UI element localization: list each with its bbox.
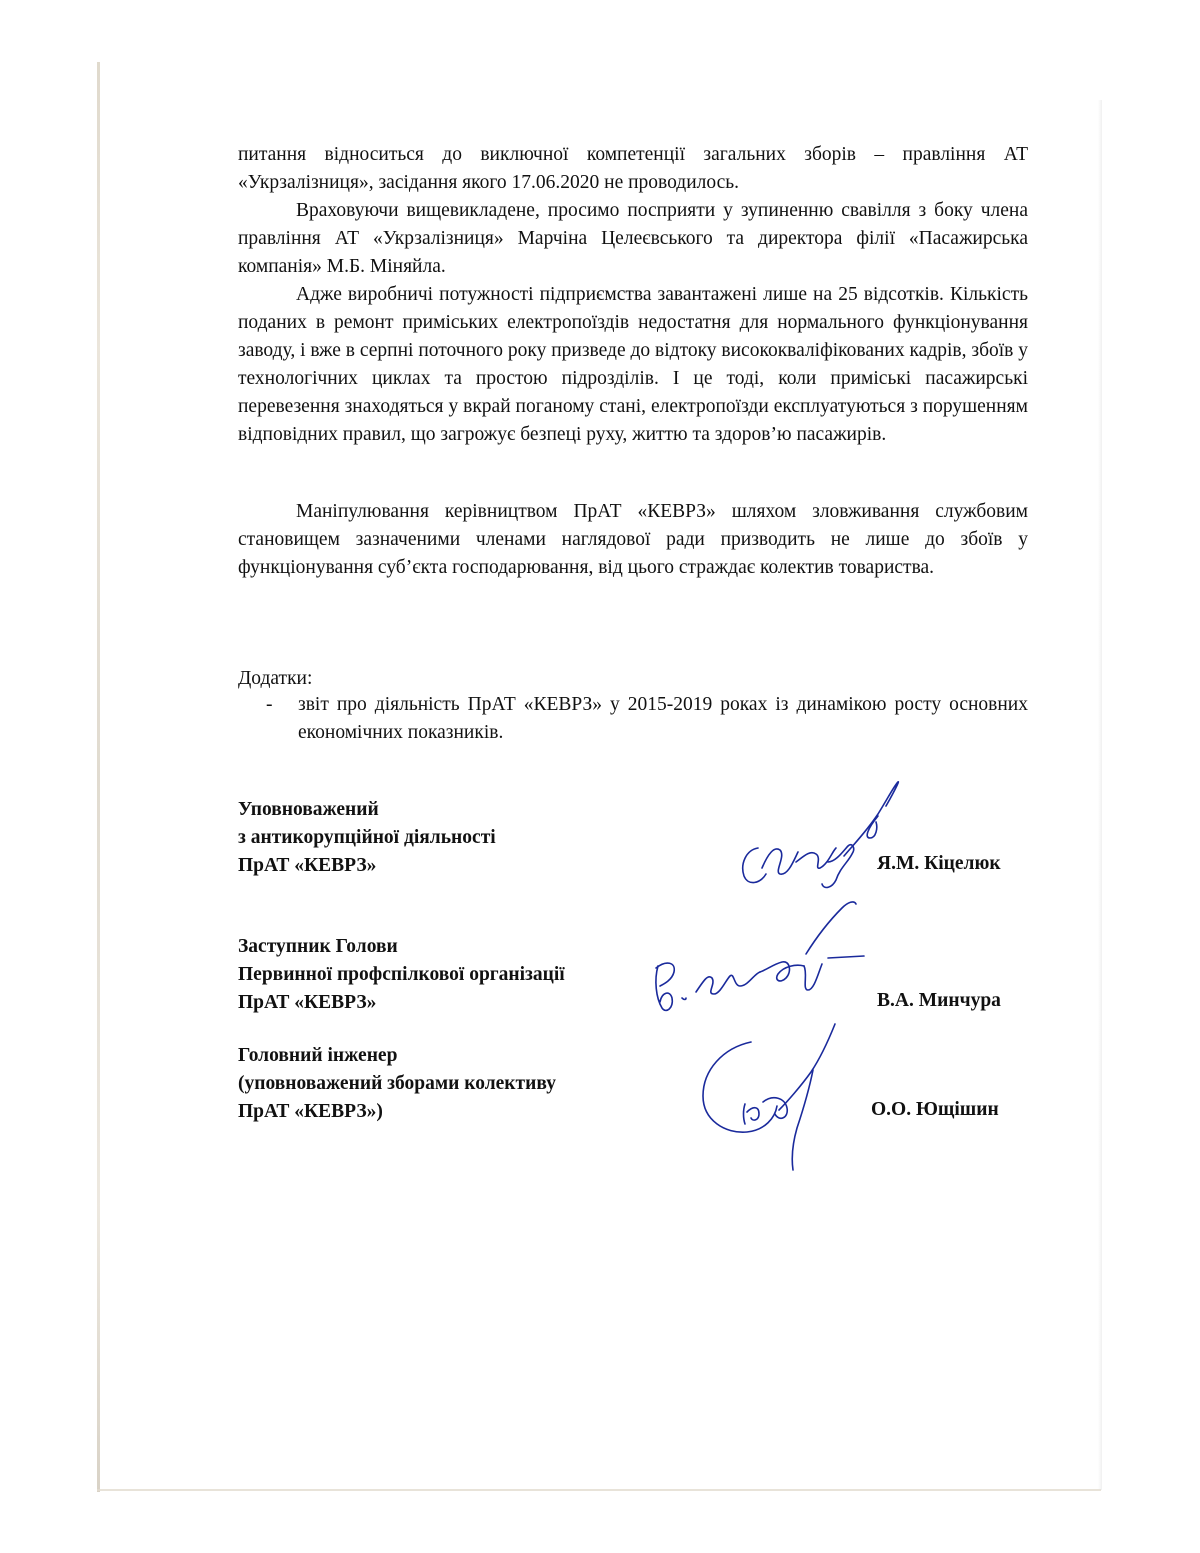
signer-3-name: О.О. Ющішин xyxy=(871,1099,999,1120)
paragraph-request xyxy=(238,197,1028,281)
signer-3-line-2: (уповноважений зборами колективу xyxy=(238,1073,556,1094)
paragraph-3-text: Адже виробничі потужності підприємства завантажені лише на 25 відсотків. Кількість поданих в ремонт приміських електропоїздів недостатня для нормального функціонування заводу, і вже в серпні поточного року призведе до відтоку висококваліфікованих кадрів, збоїв у технологічних циклах та простою підрозділів. І це тоді, коли приміські пасажирські перевезення знаходяться у вкрай поганому стані, електропоїзди експлуатуються з порушенням відповідних правил, що загрожує безпеці руху, життю та здоров’ю пасажирів. xyxy=(238,284,1028,445)
scan-right-shade xyxy=(1098,100,1102,1490)
annex-title: Додатки: xyxy=(238,668,313,689)
paragraph-manipulation xyxy=(238,498,1028,582)
signer-1-line-2: з антикорупційної діяльності xyxy=(238,827,496,848)
annex-item-text: звіт про діяльність ПрАТ «КЕВРЗ» у 2015-2019 роках із динамікою росту основних економічних показників. xyxy=(298,694,1028,743)
signature-2-strokes xyxy=(656,902,864,1010)
signer-3-title xyxy=(238,1042,556,1126)
signer-1-line-1: Уповноважений xyxy=(238,799,379,820)
signature-2-handwritten xyxy=(636,894,886,1024)
signer-2-title xyxy=(238,933,565,1017)
signer-2-line-2: Первинної профспілкової організації xyxy=(238,964,565,985)
signature-1-handwritten xyxy=(728,776,918,896)
signature-3-strokes xyxy=(703,1024,835,1170)
signer-1-name: Я.М. Кіцелюк xyxy=(877,853,1001,874)
signer-2-line-1: Заступник Голови xyxy=(238,936,398,957)
signature-3-handwritten xyxy=(693,1010,863,1180)
signer-1-title xyxy=(238,796,496,880)
annex-bullet-dash: - xyxy=(266,694,273,715)
annex-list-item xyxy=(266,691,1028,747)
signature-1-strokes xyxy=(743,782,899,888)
signer-1-line-3: ПрАТ «КЕВРЗ» xyxy=(238,855,377,876)
paragraph-4-text: Маніпулювання керівництвом ПрАТ «КЕВРЗ» шляхом зловживання службовим становищем зазначеними членами наглядової ради призводить не лише до збоїв у функціонування суб’єкта господарювання, від цього страждає колектив товариства. xyxy=(238,501,1028,578)
signer-2-line-3: ПрАТ «КЕВРЗ» xyxy=(238,992,377,1013)
scan-bottom-edge xyxy=(97,1489,1101,1491)
scan-left-edge xyxy=(97,62,100,1492)
signer-2-name: В.А. Минчура xyxy=(877,990,1001,1011)
signer-3-line-1: Головний інженер xyxy=(238,1045,398,1066)
signer-3-line-3: ПрАТ «КЕВРЗ») xyxy=(238,1101,383,1122)
paragraph-1-text: питання відноситься до виключної компетенції загальних зборів – правління АТ «Укрзалізниця», засідання якого 17.06.2020 не проводилось. xyxy=(238,144,1028,193)
paragraph-2-text: Враховуючи вищевикладене, просимо посприяти у зупиненню свавілля з боку члена правління АТ «Укрзалізниця» Марчіна Целеєвського та директора філії «Пасажирська компанія» М.Б. Міняйла. xyxy=(238,200,1028,277)
paragraph-capacity xyxy=(238,281,1028,449)
paragraph-continuation xyxy=(238,141,1028,197)
